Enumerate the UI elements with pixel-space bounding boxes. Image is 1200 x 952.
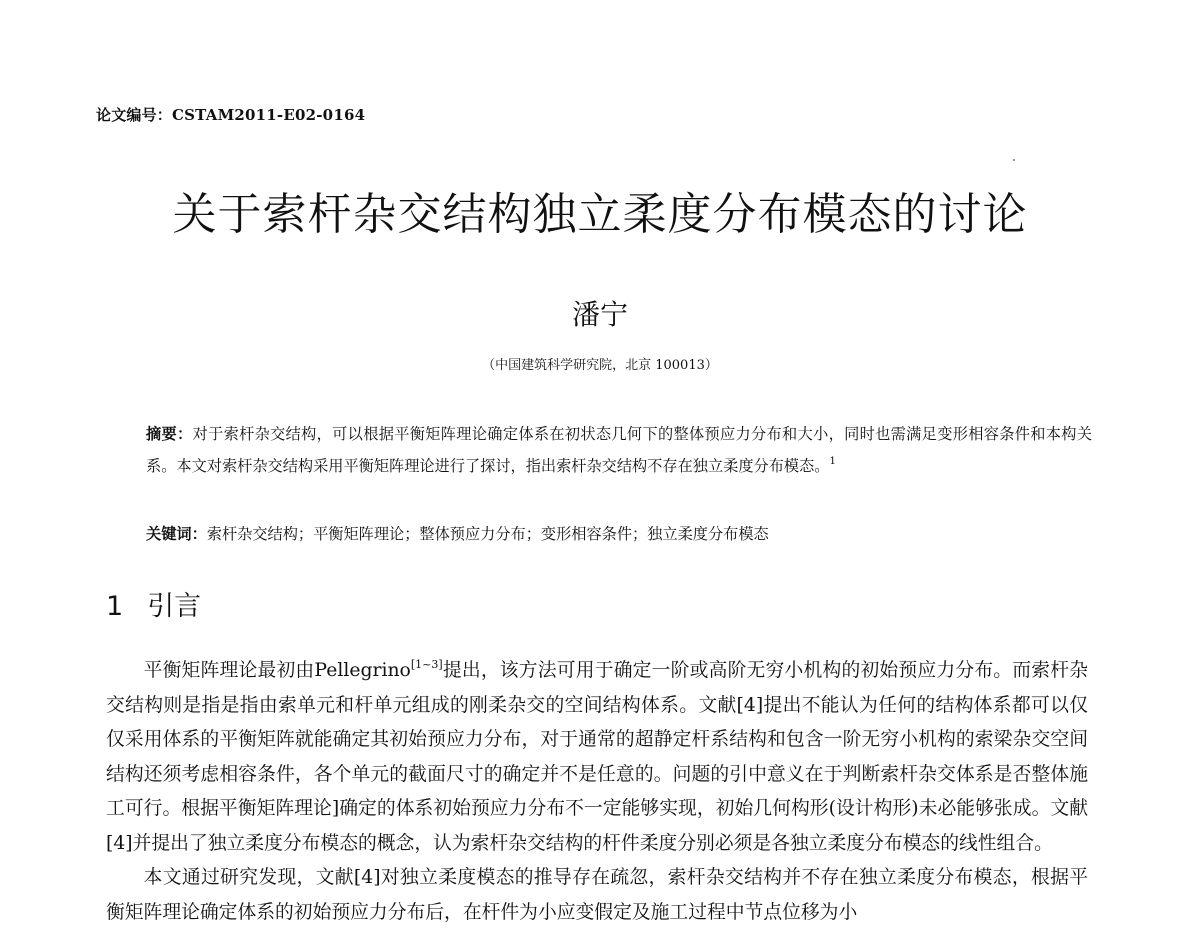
paper-id-label: 论文编号： (96, 106, 173, 124)
paper-id (96, 104, 365, 125)
citation-ref: [1~3] (410, 658, 443, 671)
abstract-footnote-marker: 1 (829, 456, 836, 467)
body-text (106, 654, 1088, 930)
abstract-text: 对于索杆杂交结构，可以根据平衡矩阵理论确定体系在初状态几何下的整体预应力分布和大小，同时也需满足变形相容条件和本构关系。本文对索杆杂交结构采用平衡矩阵理论进行了探讨，指出索杆杂交结构不存在独立柔度分布模态。 (146, 425, 1093, 475)
keywords-text: 索杆杂交结构；平衡矩阵理论；整体预应力分布；变形相容条件；独立柔度分布模态 (206, 525, 769, 543)
author-name: 潘宁 (571, 298, 628, 331)
body-p1-rest: 提出，该方法可用于确定一阶或高阶无穷小机构的初始预应力分布。而索杆杂交结构则是指是指由索单元和杆单元组成的刚柔杂交的空间结构体系。文献[4]提出不能认为任何的结构体系都可以仅仅采用体系的平衡矩阵就能确定其初始预应力分布，对于通常的超静定杆系结构和包含一阶无穷小机构的索梁杂交空间结构还须考虑相容条件，各个单元的截面尺寸的确定并不是任意的。问题的引中意义在于判断索杆杂交体系是否整体施工可行。根据平衡矩阵理论]确定的体系初始预应力分布不一定能够实现，初始几何构形(设计构形)未必能够张成。文献[4]并提出了独立柔度分布模态的概念，认为索杆杂交结构的杆件柔度分别必须是各独立柔度分布模态的线性组合。 (106, 660, 1089, 854)
abstract (146, 418, 1092, 482)
paper-id-value: CSTAM2011-E02-0164 (172, 106, 366, 124)
abstract-label: 摘要： (146, 425, 193, 443)
body-paragraph: 本文通过研究发现，文献[4]对独立柔度模态的推导存在疏忽，索杆杂交结构并不存在独立柔度分布模态，根据平衡矩阵理论确定体系的初始预应力分布后，在杆件为小应变假定及施工过程中节点位移为小 (106, 867, 1088, 923)
keywords-label: 关键词： (146, 525, 207, 543)
paper-title: 关于索杆杂交结构独立柔度分布模态的讨论 (172, 189, 1028, 240)
body-paragraph (106, 654, 1088, 861)
section-heading (106, 584, 201, 623)
section-title: 引言 (147, 591, 202, 622)
scan-speck (1013, 159, 1015, 161)
section-number: 1 (106, 591, 124, 622)
body-p1-start: 平衡矩阵理论最初由Pellegrino (143, 660, 411, 681)
keywords (146, 518, 1092, 550)
author-affiliation: （中国建筑科学研究院，北京 100013） (482, 358, 718, 373)
